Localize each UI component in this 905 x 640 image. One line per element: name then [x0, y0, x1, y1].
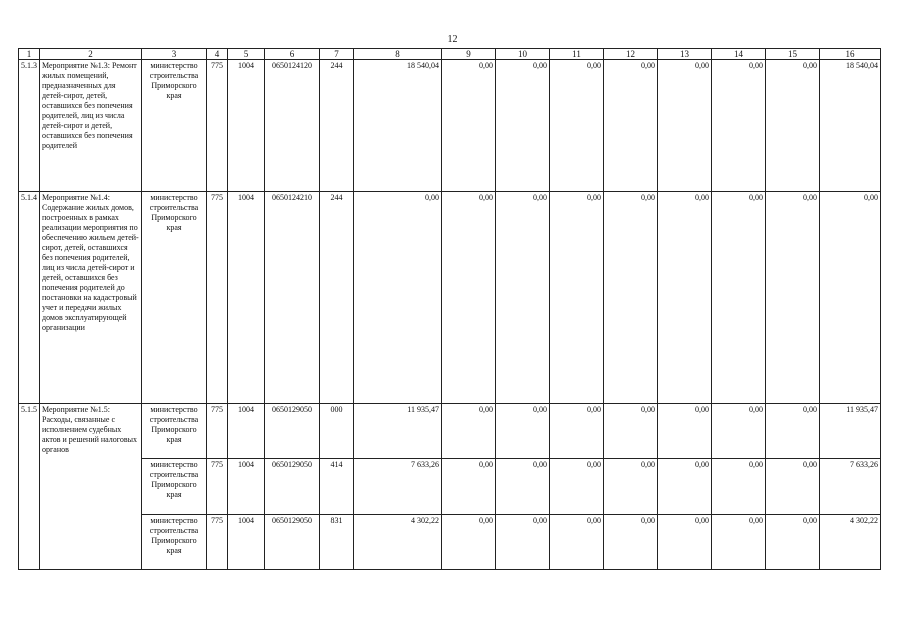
value-cell: 0,00 [658, 404, 712, 459]
code-cell: 1004 [228, 60, 265, 192]
code-cell: 775 [207, 404, 228, 459]
organization: министерство строительства Приморского края [142, 192, 207, 404]
value-cell: 7 633,26 [820, 459, 881, 515]
code-cell: 0650124210 [265, 192, 320, 404]
header-cell: 11 [550, 49, 604, 60]
code-cell: 0650124120 [265, 60, 320, 192]
header-cell: 12 [604, 49, 658, 60]
code-cell: 775 [207, 515, 228, 570]
code-cell: 1004 [228, 404, 265, 459]
header-cell: 6 [265, 49, 320, 60]
value-cell: 0,00 [604, 192, 658, 404]
value-cell: 0,00 [712, 515, 766, 570]
header-cell: 4 [207, 49, 228, 60]
header-cell: 7 [320, 49, 354, 60]
row-number: 5.1.4 [19, 192, 40, 404]
organization: министерство строительства Приморского края [142, 459, 207, 515]
value-cell: 4 302,22 [354, 515, 442, 570]
value-cell: 0,00 [712, 192, 766, 404]
code-cell: 1004 [228, 192, 265, 404]
value-cell: 0,00 [712, 404, 766, 459]
code-cell: 0650129050 [265, 459, 320, 515]
value-cell: 0,00 [442, 459, 496, 515]
table-row [19, 192, 881, 404]
value-cell: 0,00 [550, 404, 604, 459]
value-cell: 0,00 [766, 515, 820, 570]
value-cell: 18 540,04 [820, 60, 881, 192]
value-cell: 0,00 [496, 60, 550, 192]
value-cell: 11 935,47 [354, 404, 442, 459]
code-cell: 775 [207, 459, 228, 515]
code-cell: 0650129050 [265, 404, 320, 459]
code-cell: 1004 [228, 515, 265, 570]
value-cell: 0,00 [496, 459, 550, 515]
header-cell: 1 [19, 49, 40, 60]
row-number: 5.1.5 [19, 404, 40, 570]
value-cell: 0,00 [658, 515, 712, 570]
header-cell: 3 [142, 49, 207, 60]
value-cell: 0,00 [604, 515, 658, 570]
value-cell: 0,00 [550, 60, 604, 192]
header-cell: 13 [658, 49, 712, 60]
value-cell: 0,00 [496, 515, 550, 570]
value-cell: 0,00 [658, 459, 712, 515]
value-cell: 0,00 [604, 404, 658, 459]
budget-table [18, 48, 881, 570]
table-row [19, 60, 881, 192]
value-cell: 0,00 [766, 192, 820, 404]
value-cell: 0,00 [550, 459, 604, 515]
code-cell: 775 [207, 192, 228, 404]
value-cell: 0,00 [442, 404, 496, 459]
value-cell: 11 935,47 [820, 404, 881, 459]
code-cell: 1004 [228, 459, 265, 515]
header-cell: 5 [228, 49, 265, 60]
value-cell: 0,00 [712, 459, 766, 515]
value-cell: 0,00 [442, 60, 496, 192]
activity-name: Мероприятие №1.5: Расходы, связанные с исполнением судебных актов и решений налоговых органов [40, 404, 142, 570]
header-cell: 2 [40, 49, 142, 60]
value-cell: 18 540,04 [354, 60, 442, 192]
value-cell: 0,00 [712, 60, 766, 192]
table-row [19, 404, 881, 459]
code-cell: 000 [320, 404, 354, 459]
value-cell: 0,00 [442, 192, 496, 404]
activity-name: Мероприятие №1.3: Ремонт жилых помещений, предназначенных для детей-сирот, детей, оставшихся без попечения родителей, лиц из числа детей-сирот и детей, оставшихся без попечения родителей [40, 60, 142, 192]
header-cell: 8 [354, 49, 442, 60]
header-cell: 15 [766, 49, 820, 60]
organization: министерство строительства Приморского края [142, 404, 207, 459]
value-cell: 0,00 [550, 515, 604, 570]
header-cell: 16 [820, 49, 881, 60]
activity-name: Мероприятие №1.4: Содержание жилых домов, построенных в рамках реализации мероприятия по обеспечению жильем детей-сирот, детей, оставшихся без попечения родителей, лиц из числа детей-сирот и детей, оставшихся без попечения родителей до постановки на кадастровый учет и передачи жилых домов эксплуатирующей организации [40, 192, 142, 404]
header-cell: 14 [712, 49, 766, 60]
value-cell: 0,00 [442, 515, 496, 570]
page-number: 12 [447, 34, 458, 45]
value-cell: 0,00 [766, 459, 820, 515]
code-cell: 0650129050 [265, 515, 320, 570]
row-number: 5.1.3 [19, 60, 40, 192]
value-cell: 0,00 [658, 192, 712, 404]
value-cell: 0,00 [820, 192, 881, 404]
code-cell: 414 [320, 459, 354, 515]
header-cell: 10 [496, 49, 550, 60]
organization: министерство строительства Приморского края [142, 515, 207, 570]
code-cell: 244 [320, 192, 354, 404]
value-cell: 0,00 [550, 192, 604, 404]
value-cell: 0,00 [354, 192, 442, 404]
value-cell: 0,00 [496, 404, 550, 459]
header-row [19, 49, 881, 60]
code-cell: 775 [207, 60, 228, 192]
value-cell: 0,00 [766, 60, 820, 192]
header-cell: 9 [442, 49, 496, 60]
organization: министерство строительства Приморского края [142, 60, 207, 192]
value-cell: 0,00 [604, 60, 658, 192]
code-cell: 244 [320, 60, 354, 192]
code-cell: 831 [320, 515, 354, 570]
value-cell: 0,00 [766, 404, 820, 459]
value-cell: 4 302,22 [820, 515, 881, 570]
table-row [19, 515, 881, 570]
table-row [19, 459, 881, 515]
value-cell: 0,00 [658, 60, 712, 192]
value-cell: 7 633,26 [354, 459, 442, 515]
value-cell: 0,00 [604, 459, 658, 515]
value-cell: 0,00 [496, 192, 550, 404]
